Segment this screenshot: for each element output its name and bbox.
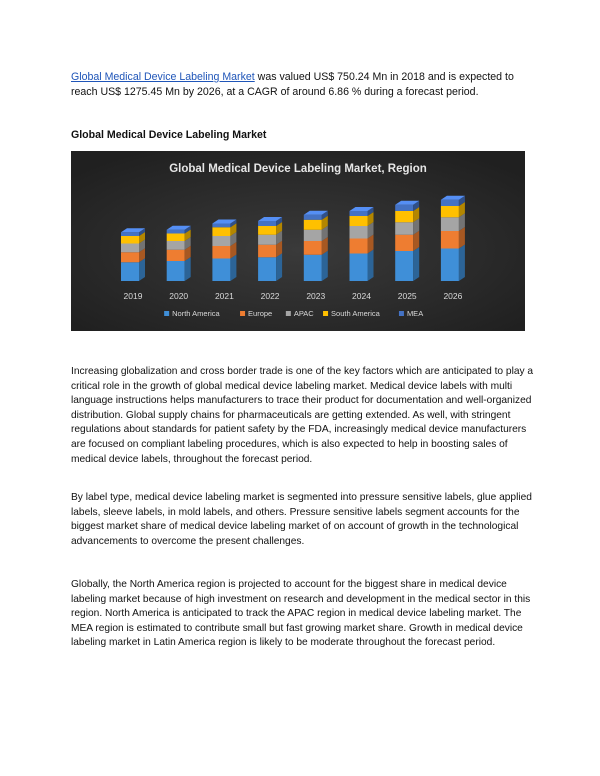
bar-segment: [121, 244, 139, 253]
bar-segment: [395, 211, 413, 222]
bar-segment: [441, 249, 459, 282]
bar-segment: [167, 241, 185, 250]
intro-text: was valued US$ 750.24 Mn in 2018 and is expected to reach US$ 1275.45 Mn by 2026, at a CAGR of around 6.86 % during a forecast period.: [71, 71, 514, 98]
bar-segment: [350, 239, 368, 254]
bar-segment: [258, 235, 276, 245]
bar-segment: [304, 220, 322, 230]
bar-segment: [304, 255, 322, 281]
paragraph-label-type: By label type, medical device labeling market is segmented into pressure sensitive labels, glue applied labels, sleeve labels, in mold labels, and others. Pressure sensitive labels segment accounts for the biggest market share of medical device labeling market of on account of growth in the technological advancements to overcome the present challenges.: [71, 492, 532, 547]
bar-segment-side: [230, 255, 236, 282]
bar-segment: [304, 230, 322, 241]
bar-segment: [395, 235, 413, 251]
bar-segment: [121, 236, 139, 244]
bar-segment: [441, 217, 459, 231]
bar-segment: [212, 224, 230, 228]
paragraph-regions: Globally, the North America region is projected to account for the biggest share in medical device labeling market because of high investment on research and development in the medical sector in this region. North America is anticipated to track the APAC region in medical device labeling market. The MEA region is estimated to contribute small but fast growing market share. Growth in medical device labeling market in Latin America region is likely to be moderate throughout the forecast period.: [71, 579, 531, 649]
bar-segment-side: [139, 258, 145, 281]
x-tick-label: 2019: [123, 291, 143, 301]
legend-label: South America: [331, 309, 380, 318]
bar-segment: [395, 205, 413, 211]
x-tick-label: 2020: [169, 291, 189, 301]
x-tick-label: 2025: [397, 291, 417, 301]
bar-segment-side: [185, 257, 191, 281]
legend-swatch: [286, 311, 291, 316]
bar-segment-side: [459, 245, 465, 282]
bar-segment-side: [413, 247, 419, 281]
chart-title: Global Medical Device Labeling Market, Region: [169, 163, 427, 175]
legend-swatch: [399, 311, 404, 316]
bar-segment: [304, 215, 322, 220]
bar-segment: [350, 226, 368, 239]
bar-segment: [441, 231, 459, 249]
chart-svg: [71, 151, 525, 331]
legend-swatch: [323, 311, 328, 316]
bar-segment: [167, 234, 185, 242]
bar-segment: [121, 262, 139, 281]
legend-label: APAC: [293, 309, 314, 318]
bar-segment: [441, 200, 459, 206]
legend-swatch: [164, 311, 169, 316]
legend-label: North America: [172, 309, 220, 318]
x-tick-label: 2021: [214, 291, 234, 301]
x-tick-label: 2024: [352, 291, 371, 301]
x-tick-label: 2022: [260, 291, 280, 301]
bar-segment: [258, 245, 276, 258]
bar-segment-side: [368, 250, 374, 282]
legend-label: MEA: [406, 309, 424, 318]
paragraph-globalization: Increasing globalization and cross border trade is one of the key factors which are anticipated to play a critical role in the growth of global medical device labeling market. Medical device labels with multi language instructions helps manufacturers to trace their product for documentation and well-organized distribution. Global supply chains for pharmaceuticals are getting extended. As well, with stringent regulations about standards for patient safety by the FDA, increasingly medical device manufacturers are focused on compliant labeling procedures, which is also expected to help in boosting sales of medical device labels, throughout the forecast period.: [71, 366, 534, 465]
bar-segment: [212, 246, 230, 259]
bar-segment: [121, 252, 139, 262]
bar-segment: [350, 254, 368, 282]
bar-segment: [441, 206, 459, 217]
bar-segment: [258, 221, 276, 226]
bar-segment: [350, 211, 368, 216]
bar-segment: [304, 241, 322, 255]
bar-segment: [395, 222, 413, 235]
x-tick-label: 2026: [443, 291, 463, 301]
bar-segment-side: [276, 253, 282, 281]
intro-paragraph: [71, 70, 541, 100]
bar-segment-side: [322, 251, 328, 281]
bar-segment: [350, 216, 368, 226]
bar-segment: [167, 230, 185, 234]
bar-segment: [258, 226, 276, 235]
legend-label: Europe: [248, 309, 273, 318]
bar-segment: [212, 227, 230, 236]
bar-segment: [167, 261, 185, 281]
bar-segment: [212, 236, 230, 246]
bar-segment: [121, 232, 139, 236]
region-bar-chart: [71, 151, 525, 331]
bar-segment: [395, 251, 413, 281]
legend-swatch: [240, 311, 245, 316]
bar-segment: [167, 250, 185, 261]
market-report-link[interactable]: Global Medical Device Labeling Market: [71, 71, 255, 83]
bar-segment: [258, 257, 276, 281]
bar-segment: [212, 259, 230, 282]
x-tick-label: 2023: [306, 291, 326, 301]
section-heading: Global Medical Device Labeling Market: [71, 129, 267, 141]
